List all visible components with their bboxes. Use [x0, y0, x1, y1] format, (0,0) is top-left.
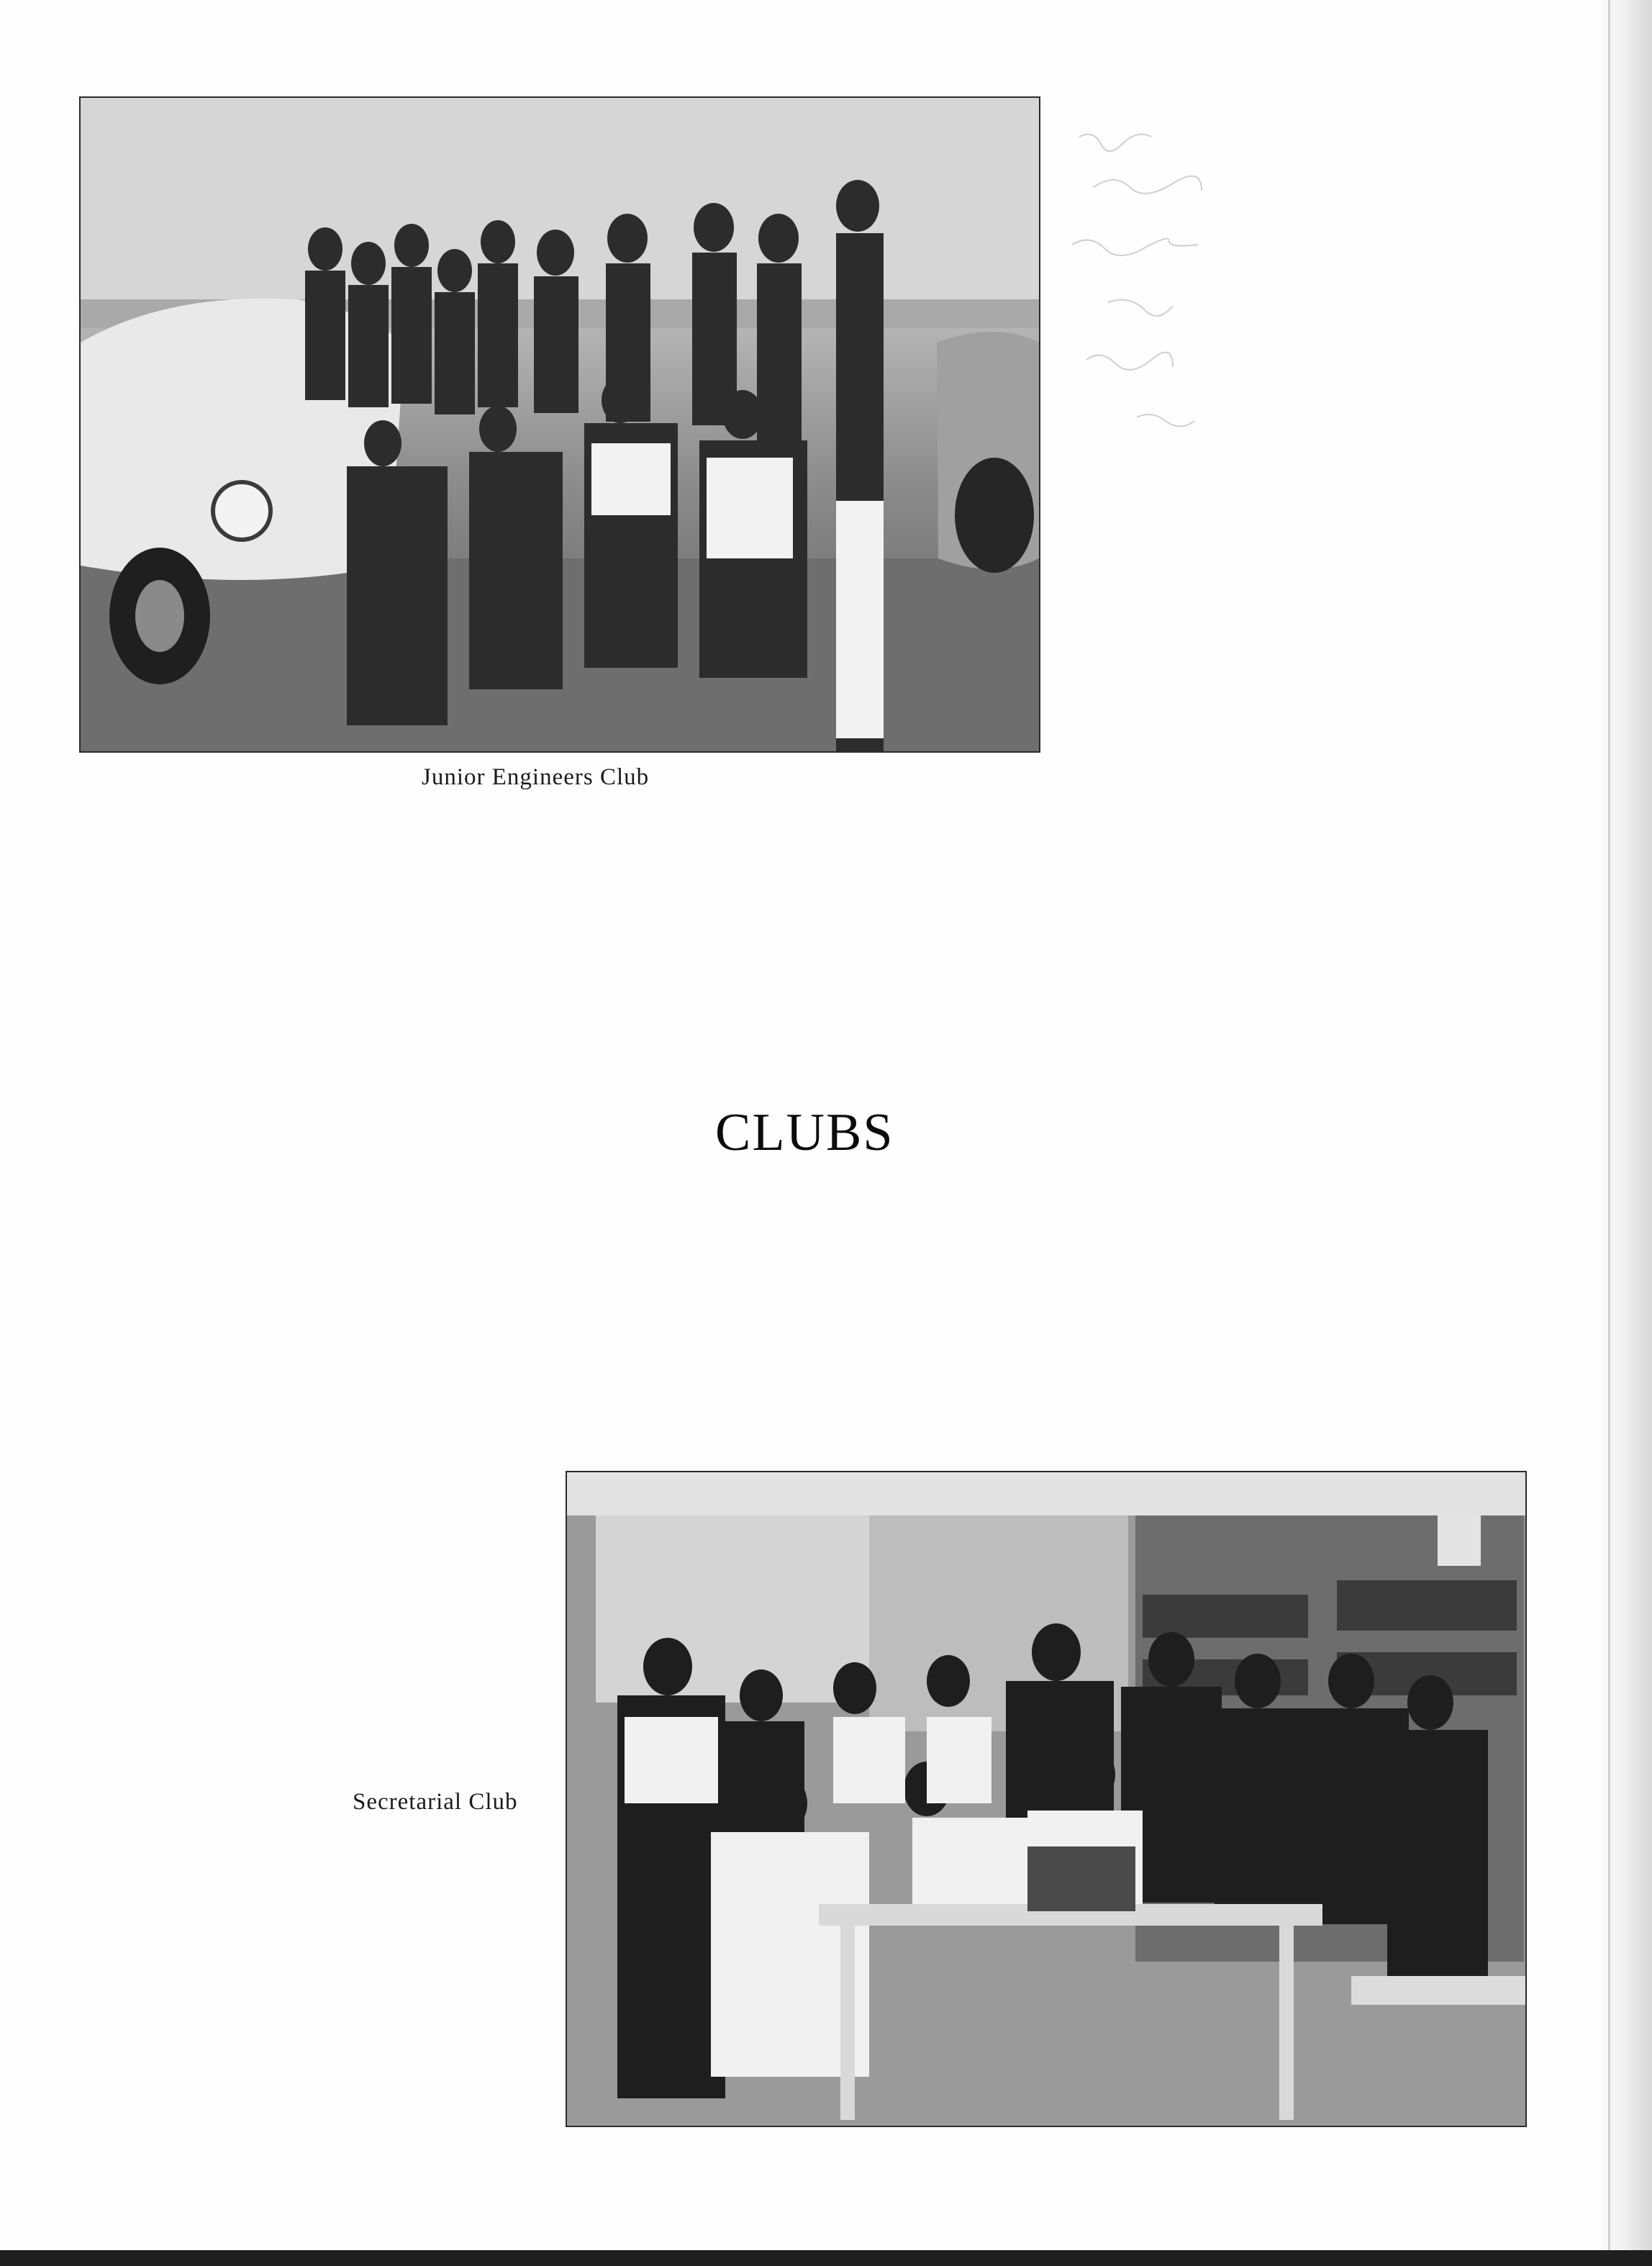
group-photo-car-icon: [81, 98, 1039, 751]
secretarial-photo: [566, 1471, 1527, 2127]
page-title: CLUBS: [715, 1103, 894, 1162]
secretarial-caption: Secretarial Club: [353, 1789, 518, 1815]
junior-engineers-photo: [79, 96, 1040, 753]
page-bottom-edge: [0, 2250, 1652, 2266]
group-photo-library-icon: [567, 1472, 1525, 2126]
handwriting-bleed: [1050, 108, 1324, 511]
junior-engineers-caption: Junior Engineers Club: [422, 764, 650, 790]
binding-line: [1608, 0, 1610, 2266]
